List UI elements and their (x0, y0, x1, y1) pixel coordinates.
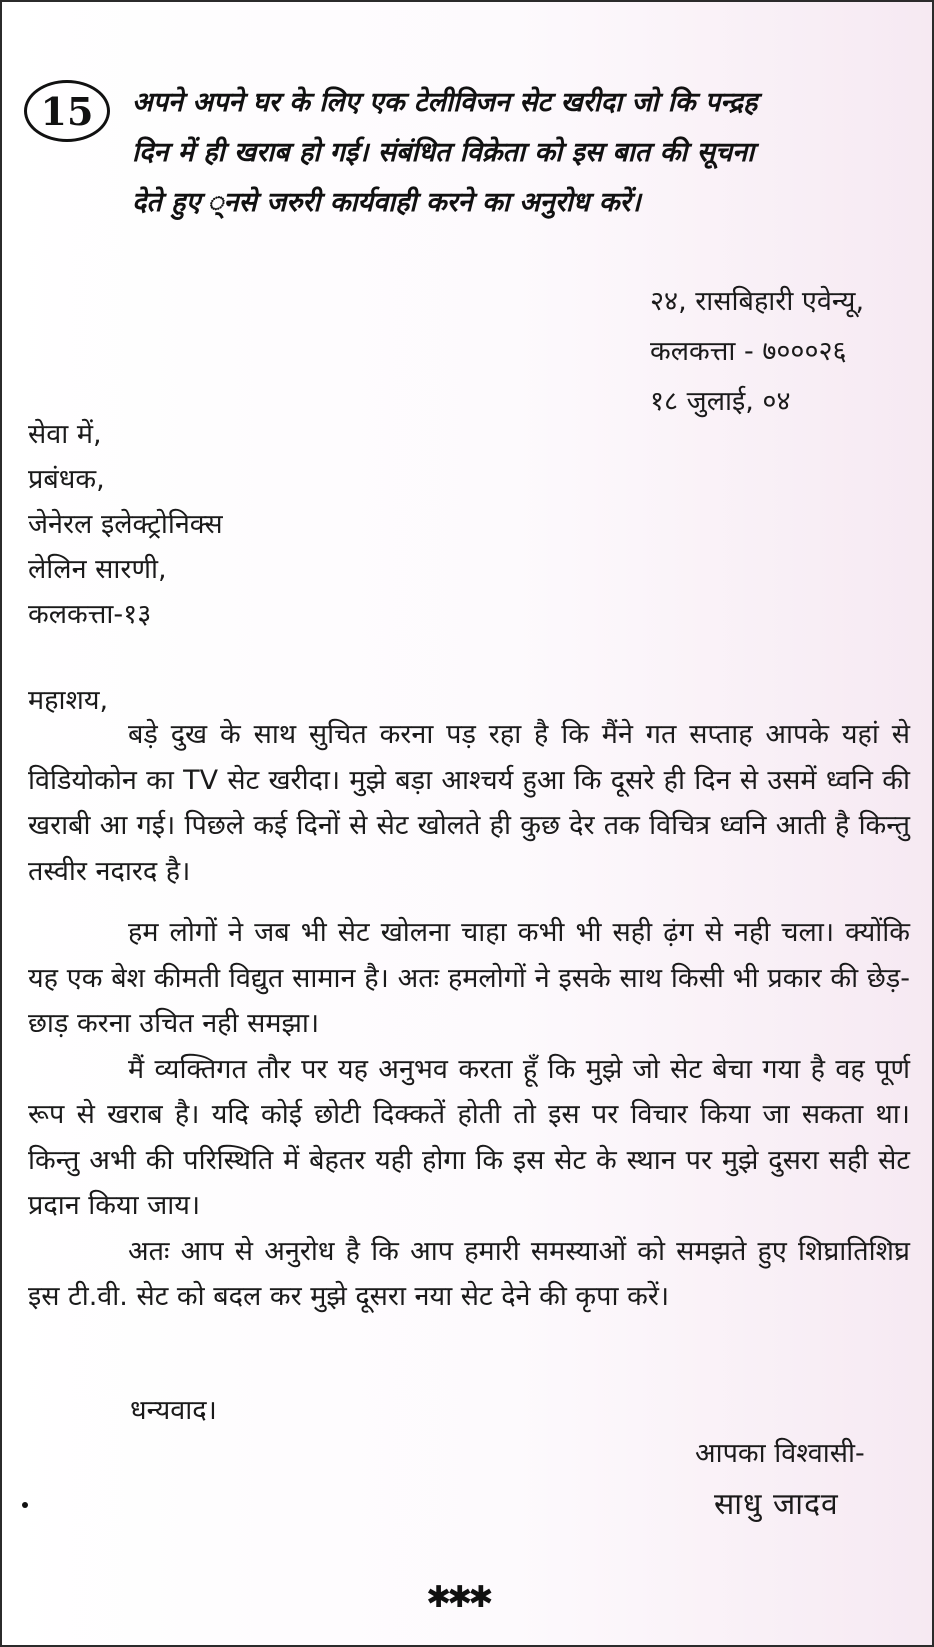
recipient-line: जेनेरल इलेक्ट्रोनिक्स (28, 509, 223, 540)
sender-address (650, 277, 864, 427)
question-prompt (132, 78, 912, 228)
question-line: अपने अपने घर के लिए एक टेलीविजन सेट खरीदा जो कि पन्द्रह (132, 87, 758, 118)
body-paragraph: मैं व्यक्तिगत तौर पर यह अनुभव करता हूँ कि मुझे जो सेट बेचा गया है वह पूर्ण रूप से खराब है। यदि कोई छोटी दिक्कतें होती तो इस पर विचार किया जा सकता था। किन्तु अभी की परिस्थिति में बेहतर यही होगा कि इस सेट के स्थान पर मुझे दुसरा सही सेट प्रदान किया जाय। (28, 1053, 910, 1221)
body-paragraph: बड़े दुख के साथ सुचित करना पड़ रहा है कि मैंने गत सप्ताह आपके यहां से विडियोकोन का TV सेट खरीदा। मुझे बड़ा आश्चर्य हुआ कि दूसरे ही दिन से उसमें ध्वनि की खराबी आ गई। पिछले कई दिनों से सेट खोलते ही कुछ देर तक विचित्र ध्वनि आती है किन्तु तस्वीर नदारद है। (28, 719, 910, 887)
recipient-line: प्रबंधक, (28, 464, 105, 495)
letter-body (28, 712, 910, 1320)
recipient-line: लेलिन सारणी, (28, 554, 167, 585)
recipient-line: कलकत्ता-१३ (28, 599, 152, 630)
recipient-block (28, 412, 223, 637)
stray-dot (22, 1502, 28, 1508)
body-paragraph: अतः आप से अनुरोध है कि आप हमारी समस्याओं को समझते हुए शिघ्रातिशिघ्र इस टी.वी. सेट को बदल कर मुझे दूसरा नया सेट देने की कृपा करें। (28, 1235, 910, 1312)
signature-name: साधु जादव (714, 1487, 839, 1522)
recipient-line: सेवा में, (28, 419, 102, 450)
question-number-badge: 15 (24, 80, 110, 142)
question-line: दिन में ही खराब हो गई। संबंधित विक्रेता को इस बात की सूचना (132, 137, 755, 168)
salutation: महाशय, (28, 685, 109, 716)
address-line: कलकत्ता - ७०००२६ (650, 336, 847, 367)
end-mark-stars: ✱✱✱ (426, 1580, 490, 1615)
address-line: २४, रासबिहारी एवेन्यू, (650, 286, 865, 317)
thanks-line: धन्यवाद। (130, 1395, 217, 1426)
letter-date: १८ जुलाई, ०४ (650, 386, 791, 417)
body-paragraph: हम लोगों ने जब भी सेट खोलना चाहा कभी भी सही ढ़ंग से नही चला। क्योंकि यह एक बेश कीमती विद्युत सामान है। अतः हमलोगों ने इसके साथ किसी भी प्रकार की छेड़-छाड़ करना उचित नही समझा। (28, 917, 910, 1039)
question-line: देते हुए ्नसे जरुरी कार्यवाही करने का अनुरोध करें। (132, 187, 641, 218)
closing-line: आपका विश्वासी- (695, 1438, 865, 1469)
